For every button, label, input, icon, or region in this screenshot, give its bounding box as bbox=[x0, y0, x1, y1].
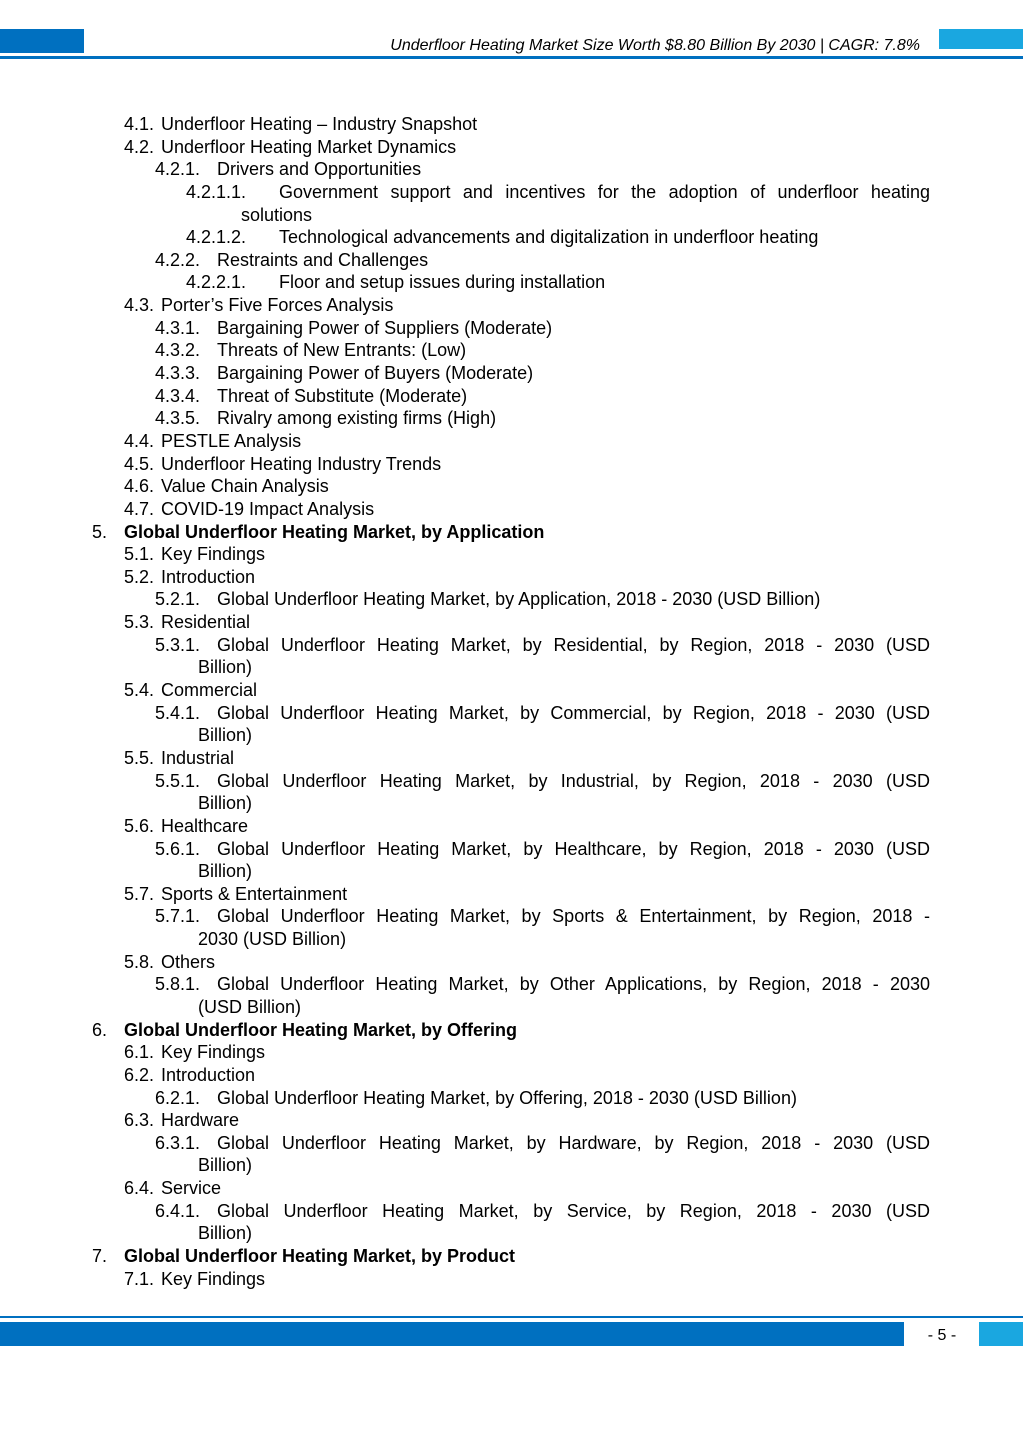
toc-entry-number: 6.2.1. bbox=[155, 1087, 201, 1108]
toc-entry-number: 4.3.2. bbox=[155, 340, 201, 361]
toc-entry-text: Bargaining Power of Suppliers (Moderate) bbox=[217, 317, 553, 338]
toc-entry-number: 4.3.5. bbox=[155, 408, 201, 429]
toc-entry-text: Global Underfloor Heating Market, by Sports & Entertainment, by Region, 2018 - bbox=[217, 906, 930, 927]
toc-entry-number: 5.4. bbox=[124, 680, 155, 701]
header-accent-left bbox=[0, 29, 84, 53]
toc-entry-text: Sports & Entertainment bbox=[161, 883, 348, 904]
toc-entry bbox=[0, 294, 1023, 317]
toc-entry bbox=[0, 475, 1023, 498]
toc-entry-number: 5.6. bbox=[124, 815, 155, 836]
toc-entry-text: Technological advancements and digitalization in underfloor heating bbox=[279, 227, 819, 248]
toc-entry-text: Government support and incentives for the adoption of underfloor heating bbox=[279, 181, 930, 202]
toc-entry-continuation bbox=[0, 1154, 1023, 1177]
toc-entry bbox=[0, 1064, 1023, 1087]
toc-entry bbox=[0, 543, 1023, 566]
toc-entry bbox=[0, 339, 1023, 362]
toc-entry bbox=[0, 588, 1023, 611]
toc-entry-number: 4.6. bbox=[124, 476, 155, 497]
toc-entry-continuation bbox=[0, 656, 1023, 679]
toc-entry-text: Global Underfloor Heating Market, by Commercial, by Region, 2018 - 2030 (USD bbox=[217, 702, 930, 723]
toc-entry bbox=[0, 1109, 1023, 1132]
toc-entry bbox=[0, 951, 1023, 974]
toc-entry-continuation bbox=[0, 996, 1023, 1019]
toc-entry-number: 6.1. bbox=[124, 1042, 155, 1063]
toc-entry bbox=[0, 1132, 1023, 1155]
toc-entry-continuation bbox=[0, 724, 1023, 747]
toc-entry-number: 6.4.1. bbox=[155, 1200, 201, 1221]
toc-entry-text: Underfloor Heating – Industry Snapshot bbox=[161, 114, 478, 134]
toc-entry-number: 5.3.1. bbox=[155, 634, 201, 655]
toc-entry-text: COVID-19 Impact Analysis bbox=[161, 498, 375, 519]
toc-entry-text: Billion) bbox=[198, 1223, 253, 1244]
toc-entry bbox=[0, 747, 1023, 770]
toc-entry-number: 6.2. bbox=[124, 1064, 155, 1085]
toc-entry-text: Billion) bbox=[198, 1155, 253, 1176]
toc-entry-text: Hardware bbox=[161, 1110, 240, 1131]
running-header-title: Underfloor Heating Market Size Worth $8.80 Billion By 2030 | CAGR: 7.8% bbox=[390, 37, 920, 54]
toc-entry-number: 5.8.1. bbox=[155, 974, 201, 995]
toc-entry-text: Billion) bbox=[198, 861, 253, 882]
toc-entry bbox=[0, 521, 1023, 544]
toc-entry-text: Threats of New Entrants: (Low) bbox=[217, 340, 467, 361]
toc-entry-text: Restraints and Challenges bbox=[217, 249, 429, 270]
toc-entry-text: Underfloor Heating Industry Trends bbox=[161, 453, 442, 474]
toc-entry bbox=[0, 453, 1023, 476]
toc-entry-continuation bbox=[0, 792, 1023, 815]
toc-entry bbox=[0, 679, 1023, 702]
toc-chapter-title: Global Underfloor Heating Market, by Offering bbox=[124, 1019, 518, 1040]
toc-entry-number: 4.2.1.2. bbox=[186, 227, 247, 248]
toc-entry-number: 6.3.1. bbox=[155, 1132, 201, 1153]
toc-entry bbox=[0, 1041, 1023, 1064]
toc-entry-number: 4.4. bbox=[124, 430, 155, 451]
toc-entry-number: 4.3.4. bbox=[155, 385, 201, 406]
toc-entry-number: 4.2.1.1. bbox=[186, 181, 247, 202]
toc-entry-number: 4.3. bbox=[124, 295, 155, 316]
footer-bar bbox=[0, 1322, 904, 1346]
toc-entry-text: Key Findings bbox=[161, 1042, 266, 1063]
footer-accent-right bbox=[979, 1322, 1023, 1346]
toc-entry-number: 4.2.2. bbox=[155, 249, 201, 270]
toc-entry-text: Global Underfloor Heating Market, by Industrial, by Region, 2018 - 2030 (USD bbox=[217, 770, 930, 791]
toc-entry-text: Introduction bbox=[161, 1064, 256, 1085]
toc-entry-text: Key Findings bbox=[161, 1268, 266, 1289]
header-accent-right bbox=[939, 29, 1023, 49]
toc-entry-text: 2030 (USD Billion) bbox=[198, 929, 347, 950]
toc-entry bbox=[0, 226, 1023, 249]
toc-entry-continuation bbox=[0, 1222, 1023, 1245]
toc-entry-number: 5.7.1. bbox=[155, 906, 201, 927]
toc-entry bbox=[0, 883, 1023, 906]
toc-entry-number: 4.5. bbox=[124, 453, 155, 474]
toc-entry-text: solutions bbox=[241, 204, 313, 225]
toc-entry bbox=[0, 136, 1023, 159]
toc-entry-number: 5. bbox=[92, 521, 108, 542]
toc-entry bbox=[0, 1177, 1023, 1200]
toc-entry-number: 7. bbox=[92, 1246, 108, 1267]
toc-entry bbox=[0, 1268, 1023, 1291]
toc-entry-number: 5.5.1. bbox=[155, 770, 201, 791]
toc-entry bbox=[0, 430, 1023, 453]
toc-entry-text: Billion) bbox=[198, 657, 253, 678]
toc-entry bbox=[0, 838, 1023, 861]
toc-chapter-title: Global Underfloor Heating Market, by Application bbox=[124, 521, 545, 542]
table-of-contents bbox=[0, 113, 1023, 1290]
toc-entry bbox=[0, 634, 1023, 657]
toc-entry-text: Commercial bbox=[161, 680, 258, 701]
toc-entry-number: 4.1. bbox=[124, 114, 155, 134]
toc-entry-text: Service bbox=[161, 1178, 222, 1199]
toc-entry-text: Global Underfloor Heating Market, by Other Applications, by Region, 2018 - 2030 bbox=[217, 974, 930, 995]
toc-chapter-title: Global Underfloor Heating Market, by Product bbox=[124, 1246, 516, 1267]
toc-entry-number: 4.3.1. bbox=[155, 317, 201, 338]
toc-entry-text: Underfloor Heating Market Dynamics bbox=[161, 136, 457, 157]
toc-entry bbox=[0, 702, 1023, 725]
toc-entry-text: Value Chain Analysis bbox=[161, 476, 329, 497]
toc-entry-text: Global Underfloor Heating Market, by Offering, 2018 - 2030 (USD Billion) bbox=[217, 1087, 797, 1108]
toc-entry-continuation bbox=[0, 928, 1023, 951]
toc-entry-text: Others bbox=[161, 951, 216, 972]
toc-entry-text: Billion) bbox=[198, 793, 253, 814]
toc-entry bbox=[0, 113, 1023, 136]
toc-entry-number: 5.8. bbox=[124, 951, 155, 972]
page-number: - 5 - bbox=[927, 1327, 957, 1344]
toc-entry bbox=[0, 815, 1023, 838]
toc-entry-number: 5.2.1. bbox=[155, 589, 201, 610]
toc-entry-number: 4.2.2.1. bbox=[186, 272, 247, 293]
toc-entry-number: 5.4.1. bbox=[155, 702, 201, 723]
toc-entry-text: Key Findings bbox=[161, 544, 266, 565]
footer-rule bbox=[0, 1316, 1023, 1318]
toc-entry bbox=[0, 770, 1023, 793]
toc-entry-number: 6. bbox=[92, 1019, 108, 1040]
toc-entry-text: Introduction bbox=[161, 566, 256, 587]
toc-entry bbox=[0, 271, 1023, 294]
toc-entry-continuation bbox=[0, 204, 1023, 227]
toc-entry-text: PESTLE Analysis bbox=[161, 430, 302, 451]
toc-entry-text: Global Underfloor Heating Market, by Application, 2018 - 2030 (USD Billion) bbox=[217, 589, 821, 610]
toc-entry-number: 5.2. bbox=[124, 566, 155, 587]
toc-entry bbox=[0, 498, 1023, 521]
toc-entry-number: 6.4. bbox=[124, 1178, 155, 1199]
toc-entry bbox=[0, 1087, 1023, 1110]
toc-entry-text: (USD Billion) bbox=[198, 996, 302, 1017]
toc-entry-text: Bargaining Power of Buyers (Moderate) bbox=[217, 363, 534, 384]
toc-entry-number: 5.6.1. bbox=[155, 838, 201, 859]
toc-entry-text: Porter’s Five Forces Analysis bbox=[161, 295, 394, 316]
toc-entry bbox=[0, 317, 1023, 340]
toc-entry-text: Global Underfloor Heating Market, by Hardware, by Region, 2018 - 2030 (USD bbox=[217, 1132, 930, 1153]
toc-entry bbox=[0, 385, 1023, 408]
toc-entry bbox=[0, 1200, 1023, 1223]
toc-entry bbox=[0, 407, 1023, 430]
toc-entry-number: 6.3. bbox=[124, 1110, 155, 1131]
toc-entry-number: 7.1. bbox=[124, 1268, 155, 1289]
toc-entry-number: 4.7. bbox=[124, 498, 155, 519]
toc-entry bbox=[0, 1245, 1023, 1268]
toc-entry bbox=[0, 362, 1023, 385]
toc-entry-text: Residential bbox=[161, 612, 251, 633]
toc-entry bbox=[0, 611, 1023, 634]
toc-entry-continuation bbox=[0, 860, 1023, 883]
toc-entry-number: 5.5. bbox=[124, 747, 155, 768]
toc-entry-text: Drivers and Opportunities bbox=[217, 159, 422, 180]
toc-entry bbox=[0, 1019, 1023, 1042]
toc-entry-text: Global Underfloor Heating Market, by Residential, by Region, 2018 - 2030 (USD bbox=[217, 634, 930, 655]
toc-entry-number: 5.1. bbox=[124, 544, 155, 565]
toc-entry-number: 4.3.3. bbox=[155, 363, 201, 384]
toc-entry-text: Global Underfloor Heating Market, by Service, by Region, 2018 - 2030 (USD bbox=[217, 1200, 930, 1221]
toc-entry-number: 4.2. bbox=[124, 136, 155, 157]
toc-entry-number: 5.3. bbox=[124, 612, 155, 633]
toc-entry-text: Threat of Substitute (Moderate) bbox=[217, 385, 468, 406]
toc-entry-number: 4.2.1. bbox=[155, 159, 201, 180]
toc-entry bbox=[0, 249, 1023, 272]
toc-entry-text: Floor and setup issues during installation bbox=[279, 272, 606, 293]
toc-entry bbox=[0, 973, 1023, 996]
toc-entry-number: 5.7. bbox=[124, 883, 155, 904]
toc-entry bbox=[0, 905, 1023, 928]
toc-entry-text: Billion) bbox=[198, 725, 253, 746]
toc-entry-text: Global Underfloor Heating Market, by Healthcare, by Region, 2018 - 2030 (USD bbox=[217, 838, 930, 859]
toc-entry-text: Healthcare bbox=[161, 815, 249, 836]
toc-entry bbox=[0, 181, 1023, 204]
toc-entry-text: Rivalry among existing firms (High) bbox=[217, 408, 497, 429]
header-rule bbox=[0, 56, 1023, 59]
toc-entry bbox=[0, 158, 1023, 181]
toc-entry-text: Industrial bbox=[161, 747, 235, 768]
toc-entry bbox=[0, 566, 1023, 589]
